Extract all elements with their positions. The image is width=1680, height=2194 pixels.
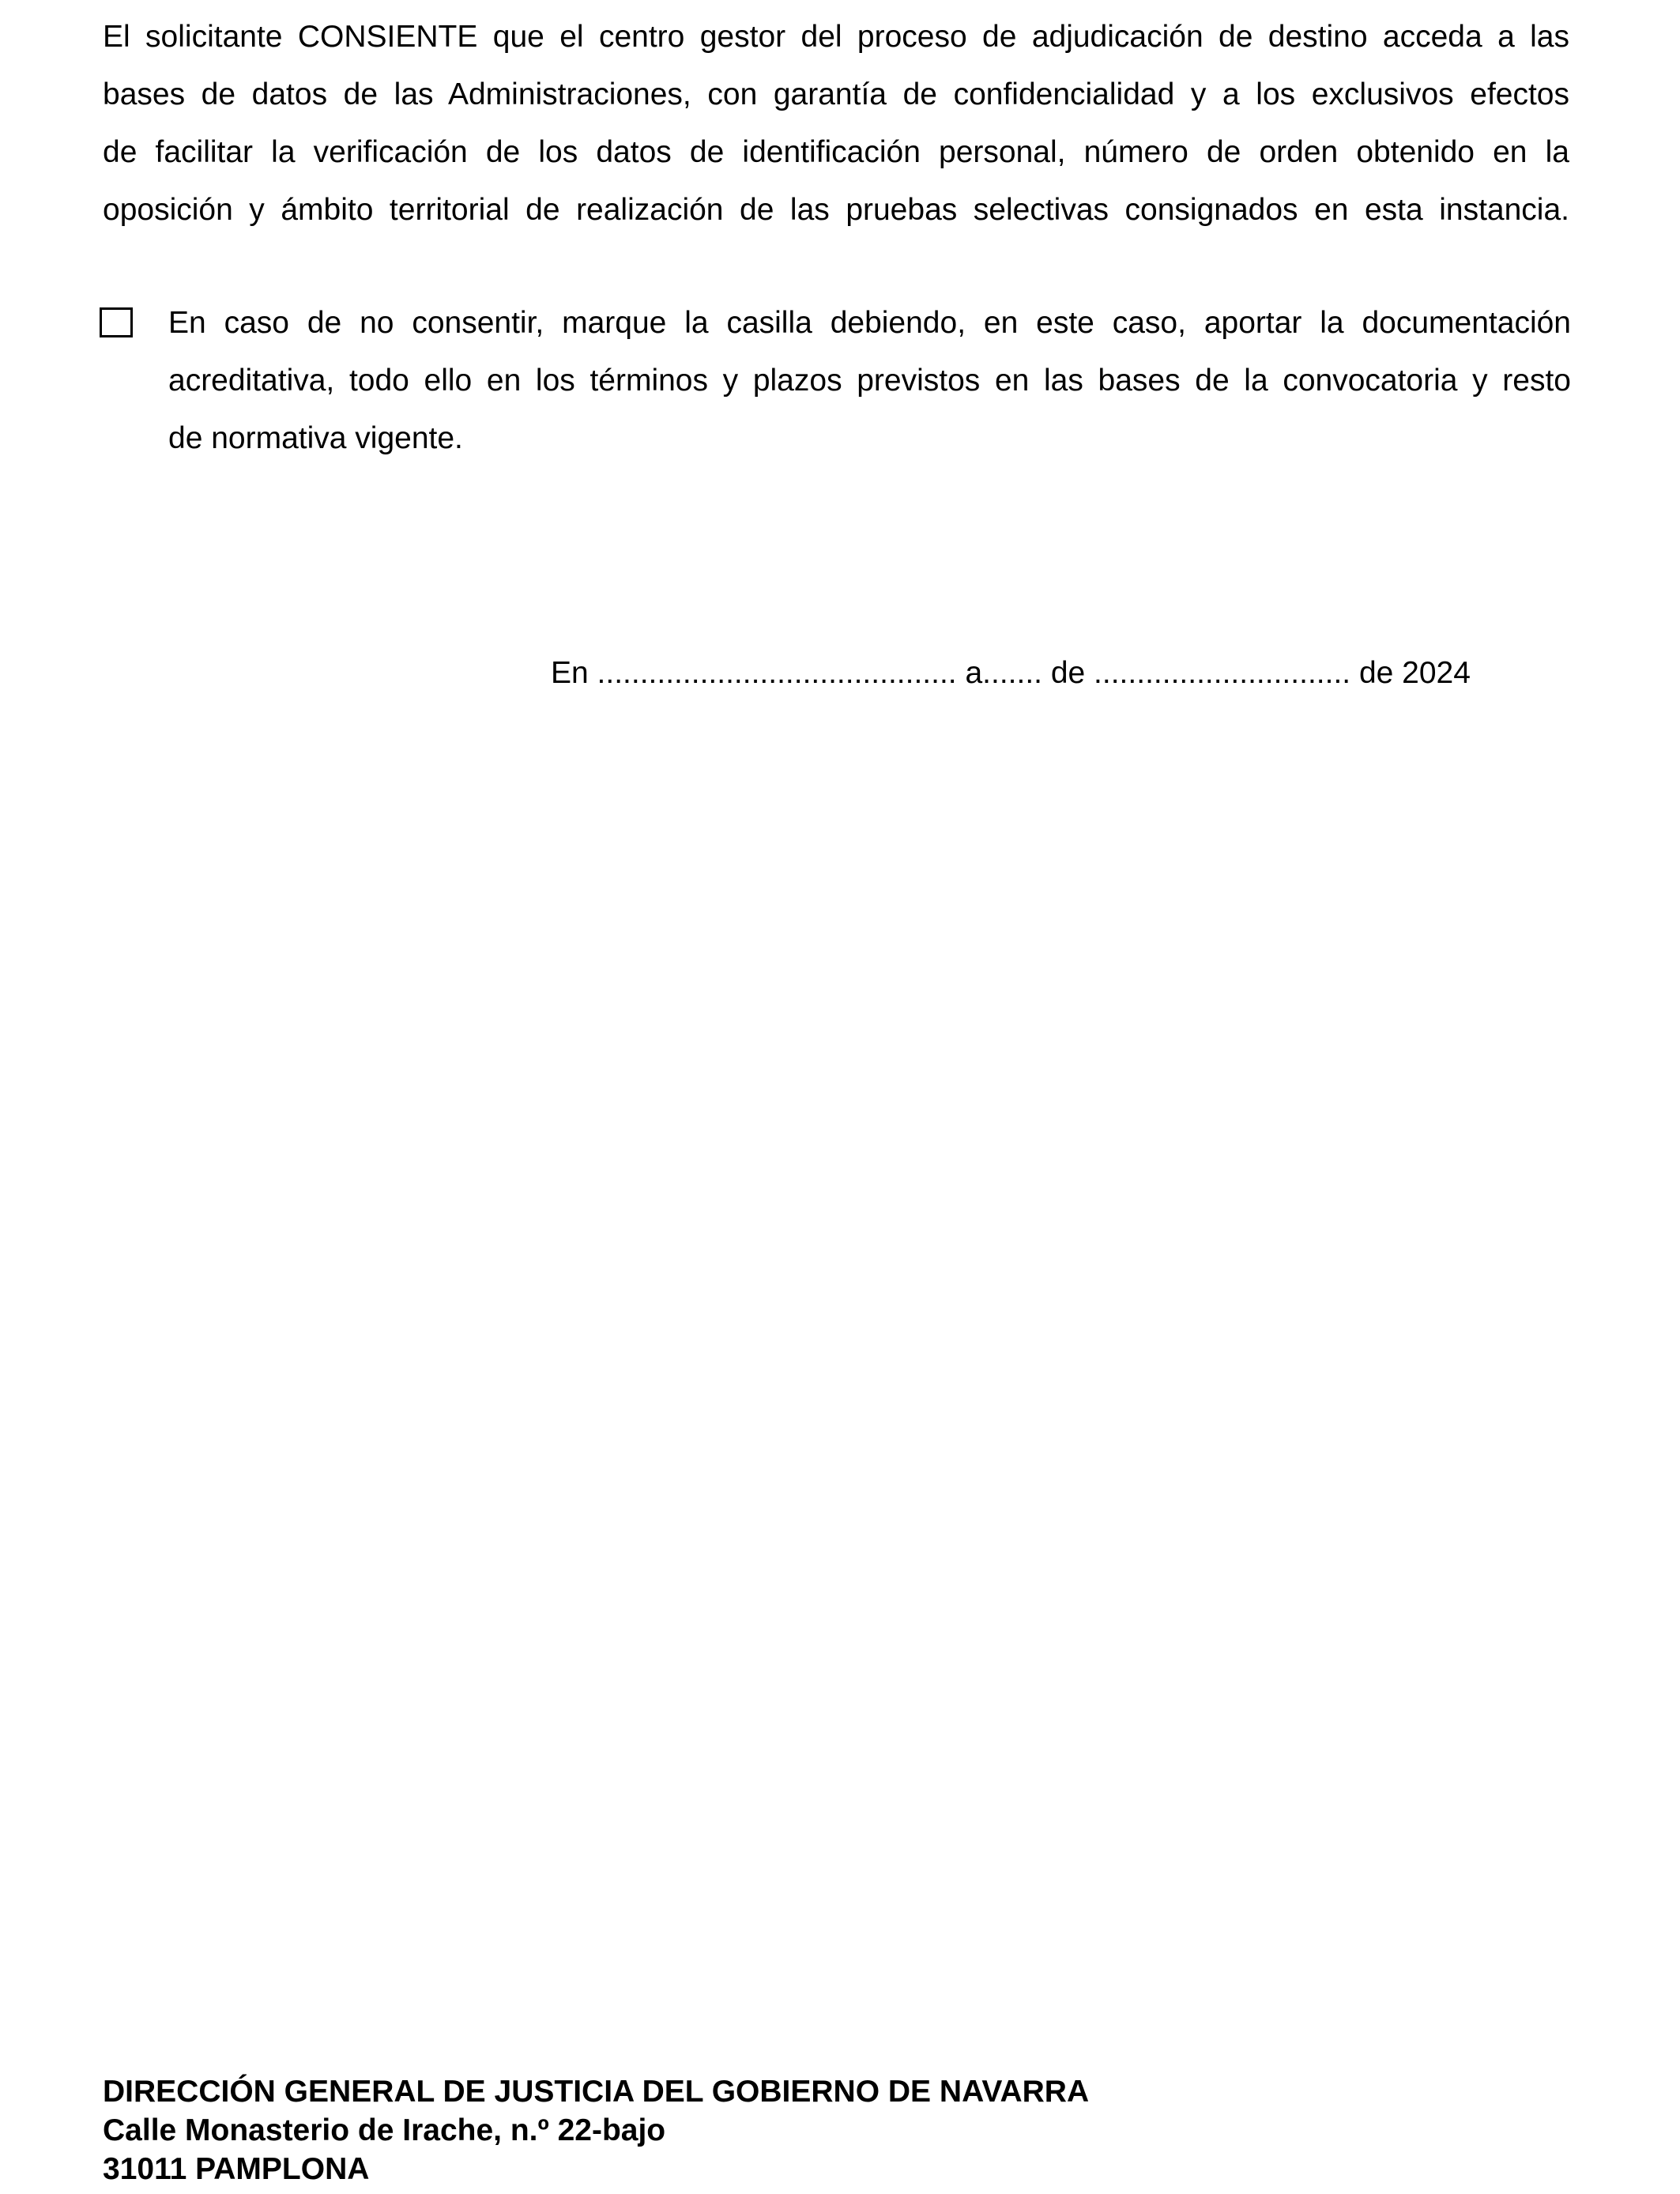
- consent-line: El solicitante CONSIENTE que el centro gestor del proceso de adjudicación de destino acceda a las: [103, 20, 1569, 54]
- opt-out-text: [168, 294, 1571, 467]
- consent-line: de facilitar la verificación de los datos de identificación personal, número de orden obtenido en la: [103, 135, 1569, 169]
- address-city: 31011 PAMPLONA: [103, 2152, 370, 2186]
- consent-paragraph: [103, 8, 1569, 239]
- consent-line: bases de datos de las Administraciones, con garantía de confidencialidad y a los exclusivos efectos: [103, 77, 1569, 111]
- opt-out-line: de normativa vigente.: [168, 421, 463, 455]
- opt-out-line: acreditativa, todo ello en los términos y plazos previstos en las bases de la convocatoria y resto: [168, 364, 1571, 398]
- signature-date-line: En .......................................... a....... de .............................. de 2024: [551, 656, 1471, 690]
- opt-out-checkbox[interactable]: [100, 307, 133, 337]
- consent-line: oposición y ámbito territorial de realización de las pruebas selectivas consignados en esta instancia.: [103, 193, 1569, 227]
- opt-out-line: En caso de no consentir, marque la casilla debiendo, en este caso, aportar la documentación: [168, 306, 1571, 340]
- address-block: [103, 2072, 1089, 2188]
- address-organization: DIRECCIÓN GENERAL DE JUSTICIA DEL GOBIERNO DE NAVARRA: [103, 2075, 1090, 2109]
- address-street: Calle Monasterio de Irache, n.º 22-bajo: [103, 2113, 666, 2147]
